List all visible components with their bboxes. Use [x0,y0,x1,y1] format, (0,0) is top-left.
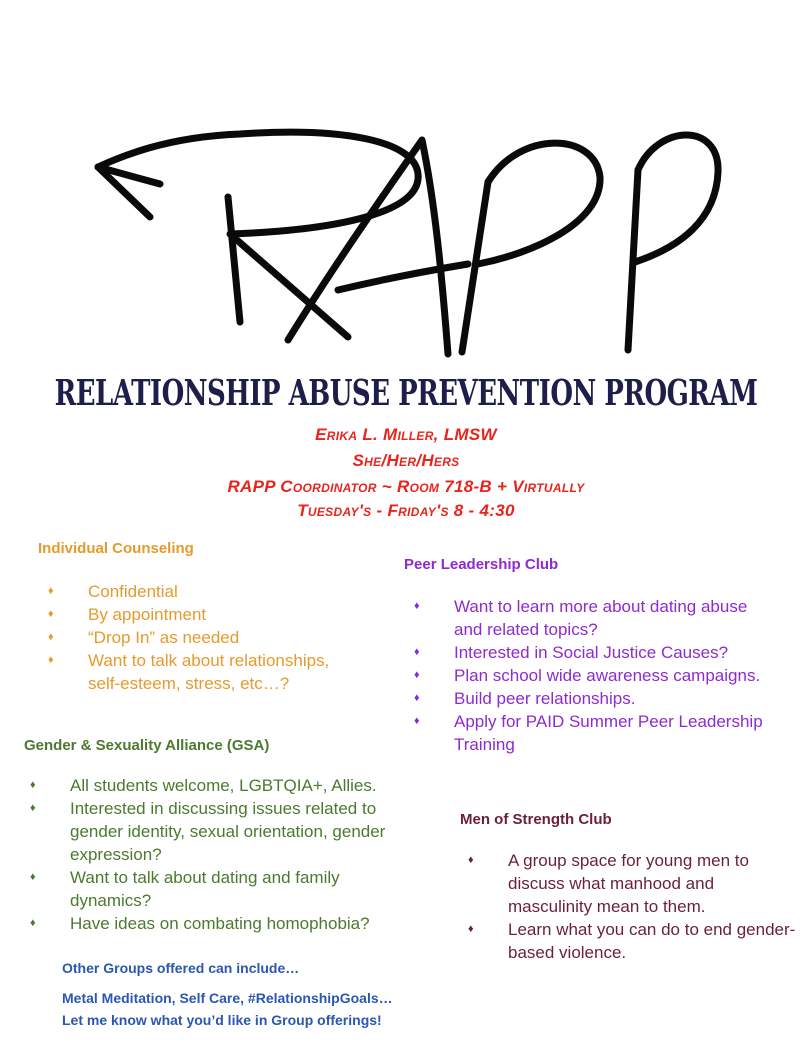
diamond-bullet-icon: ♦ [468,854,474,866]
diamond-bullet-icon: ♦ [30,917,36,929]
individual-counseling-list [48,580,348,695]
diamond-bullet-icon: ♦ [30,871,36,883]
list-item: ♦ Interested in discussing issues related to gender identity, sexual orientation, gender expression? [30,799,386,864]
list-item: ♦ Want to talk about relationships, self-esteem, stress, etc…? [48,651,330,693]
list-item: ♦ Learn what you can do to end gender-based violence. [468,920,796,962]
program-title: RELATIONSHIP ABUSE PREVENTION PROGRAM [54,374,758,415]
contact-role: RAPP Coordinator ~ Room 718-B + Virtually [227,477,585,496]
diamond-bullet-icon: ♦ [414,669,420,681]
list-item: ♦ A group space for young men to discuss what manhood and masculinity mean to them. [468,851,749,916]
diamond-bullet-icon: ♦ [48,608,54,620]
list-item: ♦ Apply for PAID Summer Peer Leadership Training [414,712,763,754]
list-item: ♦ “Drop In” as needed [48,628,240,647]
contact-hours: Tuesday's - Friday's 8 - 4:30 [297,501,515,520]
list-item: ♦ Interested in Social Justice Causes? [414,643,729,662]
gsa-list [30,774,410,935]
other-groups-list: Metal Meditation, Self Care, #RelationshipGoals… [62,990,393,1006]
other-groups-request: Let me know what you’d like in Group offerings! [62,1012,382,1028]
diamond-bullet-icon: ♦ [48,585,54,597]
diamond-bullet-icon: ♦ [48,654,54,666]
list-item: ♦ Build peer relationships. [414,689,636,708]
list-item: ♦ Have ideas on combating homophobia? [30,914,370,933]
diamond-bullet-icon: ♦ [414,646,420,658]
list-item: ♦ All students welcome, LGBTQIA+, Allies. [30,776,377,795]
diamond-bullet-icon: ♦ [414,715,420,727]
other-groups-heading: Other Groups offered can include… [62,960,300,976]
peer-leadership-list [414,595,764,756]
diamond-bullet-icon: ♦ [468,923,474,935]
diamond-bullet-icon: ♦ [414,692,420,704]
contact-name: Erika L. Miller, LMSW [315,425,497,444]
diamond-bullet-icon: ♦ [30,802,36,814]
list-item: ♦ Confidential [48,582,178,601]
diamond-bullet-icon: ♦ [30,779,36,791]
individual-counseling-heading: Individual Counseling [38,540,194,557]
diamond-bullet-icon: ♦ [48,631,54,643]
men-of-strength-list [468,849,798,964]
list-item: ♦ Want to talk about dating and family dynamics? [30,868,340,910]
list-item: ♦ By appointment [48,605,207,624]
contact-pronouns: She/Her/Hers [352,451,460,470]
list-item: ♦ Want to learn more about dating abuse and related topics? [414,597,748,639]
list-item: ♦ Plan school wide awareness campaigns. [414,666,761,685]
rapp-logo [90,112,730,362]
diamond-bullet-icon: ♦ [414,600,420,612]
gsa-heading: Gender & Sexuality Alliance (GSA) [24,737,270,754]
peer-leadership-heading: Peer Leadership Club [404,556,559,573]
men-of-strength-heading: Men of Strength Club [460,811,612,828]
